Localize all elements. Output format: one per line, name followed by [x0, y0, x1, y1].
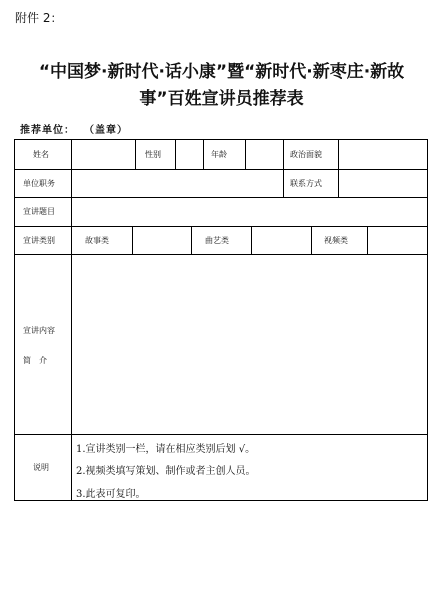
recommend-unit-label: 推荐单位： [20, 125, 75, 136]
age-label: 年龄 [211, 150, 227, 159]
attachment-label: 附件 2： [15, 11, 63, 25]
notes-label: 说明 [33, 462, 49, 472]
row-divider [15, 169, 427, 170]
col-divider [132, 226, 133, 254]
col-divider [175, 140, 176, 169]
quyi-category-label: 曲艺类 [205, 235, 229, 245]
col-divider [245, 140, 246, 169]
content-label: 宣讲内容 [23, 325, 55, 335]
recommend-unit-line [20, 121, 128, 136]
seal-note: （盖章） [89, 125, 128, 136]
category-label: 宣讲类别 [23, 235, 55, 245]
col-divider [367, 226, 368, 254]
col-divider [191, 226, 192, 254]
note-1: 1.宣讲类别一栏，请在相应类别后划 √。 [76, 444, 256, 455]
row-divider [15, 254, 427, 255]
topic-label: 宣讲题目 [23, 207, 55, 216]
story-category-label: 故事类 [85, 235, 109, 245]
col-divider [283, 140, 284, 197]
label-column-divider [71, 140, 72, 500]
note-3: 3.此表可复印。 [76, 489, 146, 500]
unit-title-label: 单位职务 [23, 178, 55, 188]
col-divider [338, 140, 339, 197]
row-divider [15, 197, 427, 198]
col-divider [135, 140, 136, 169]
col-divider [251, 226, 252, 254]
form-title-line-1: “中国梦·新时代·话小康”暨“新时代·新枣庄·新故 [38, 62, 405, 82]
intro-label: 简 介 [23, 355, 47, 365]
row-divider [15, 434, 427, 435]
political-status-label: 政治面貌 [290, 150, 322, 159]
note-2: 2.视频类填写策划、制作或者主创人员。 [76, 466, 256, 477]
gender-label: 性别 [145, 150, 161, 159]
col-divider [311, 226, 312, 254]
name-label: 姓名 [33, 150, 49, 159]
col-divider [203, 140, 204, 169]
contact-label: 联系方式 [290, 178, 322, 188]
form-title-line-2: 事”百姓宣讲员推荐表 [139, 89, 304, 109]
video-category-label: 视频类 [324, 235, 348, 245]
